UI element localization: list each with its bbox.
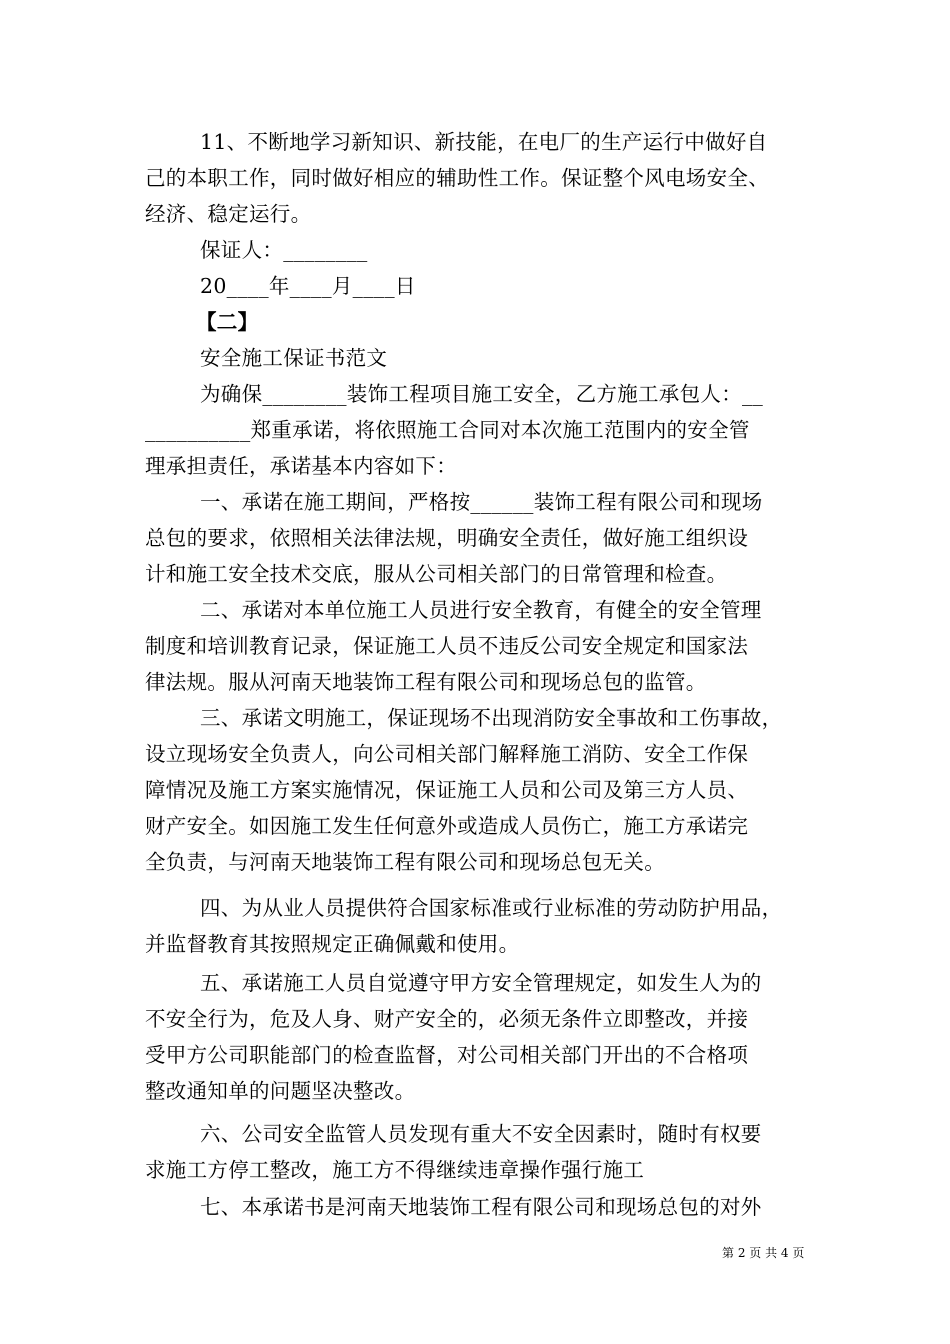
section-marker: 【二】	[196, 310, 259, 334]
guarantor-line: 保证人：________	[200, 238, 368, 262]
paragraph-line: 理承担责任，承诺基本内容如下：	[145, 454, 457, 478]
paragraph-line: 七、本承诺书是河南天地装饰工程有限公司和现场总包的对外	[200, 1195, 762, 1219]
paragraph-line: 己的本职工作，同时做好相应的辅助性工作。保证整个风电场安全、	[145, 166, 769, 190]
paragraph-line: 经济、稳定运行。	[145, 202, 312, 226]
paragraph-line: 不安全行为，危及人身、财产安全的，必须无条件立即整改，并接	[145, 1007, 749, 1031]
page-number: 第 2 页 共 4 页	[722, 1246, 805, 1260]
paragraph-line: 障情况及施工方案实施情况，保证施工人员和公司及第三方人员、	[145, 778, 749, 802]
paragraph-line: 一、承诺在施工期间，严格按______装饰工程有限公司和现场	[200, 490, 763, 514]
paragraph-line: 三、承诺文明施工，保证现场不出现消防安全事故和工伤事故，	[200, 706, 783, 730]
paragraph-line: 四、为从业人员提供符合国家标准或行业标准的劳动防护用品，	[200, 896, 783, 920]
paragraph-line: 设立现场安全负责人，向公司相关部门解释施工消防、安全工作保	[145, 742, 749, 766]
paragraph-line: 为确保________装饰工程项目施工安全，乙方施工承包人：__	[200, 382, 764, 406]
paragraph-line: 六、公司安全监管人员发现有重大不安全因素时，随时有权要	[200, 1122, 762, 1146]
paragraph-line: 并监督教育其按照规定正确佩戴和使用。	[145, 932, 520, 956]
paragraph-line: 五、承诺施工人员自觉遵守甲方安全管理规定，如发生人为的	[200, 971, 762, 995]
paragraph-line: 整改通知单的问题坚决整改。	[145, 1079, 416, 1103]
paragraph-line: 受甲方公司职能部门的检查监督，对公司相关部门开出的不合格项	[145, 1043, 749, 1067]
paragraph-line: 财产安全。如因施工发生任何意外或造成人员伤亡，施工方承诺完	[145, 814, 749, 838]
paragraph-line: 求施工方停工整改，施工方不得继续违章操作强行施工	[145, 1158, 645, 1182]
date-line: 20____年____月____日	[200, 274, 416, 298]
paragraph-line: 总包的要求，依照相关法律法规，明确安全责任，做好施工组织设	[145, 526, 749, 550]
paragraph-line: 全负责，与河南天地装饰工程有限公司和现场总包无关。	[145, 850, 665, 874]
paragraph-line: 11、不断地学习新知识、新技能，在电厂的生产运行中做好自	[200, 130, 768, 154]
paragraph-line: 律法规。服从河南天地装饰工程有限公司和现场总包的监管。	[145, 670, 707, 694]
paragraph-line: __________郑重承诺，将依照施工合同对本次施工范围内的安全管	[145, 418, 750, 442]
paragraph-line: 计和施工安全技术交底，服从公司相关部门的日常管理和检查。	[145, 562, 728, 586]
paragraph-line: 制度和培训教育记录，保证施工人员不违反公司安全规定和国家法	[145, 634, 749, 658]
section-title: 安全施工保证书范文	[200, 346, 388, 370]
paragraph-line: 二、承诺对本单位施工人员进行安全教育，有健全的安全管理	[200, 598, 762, 622]
